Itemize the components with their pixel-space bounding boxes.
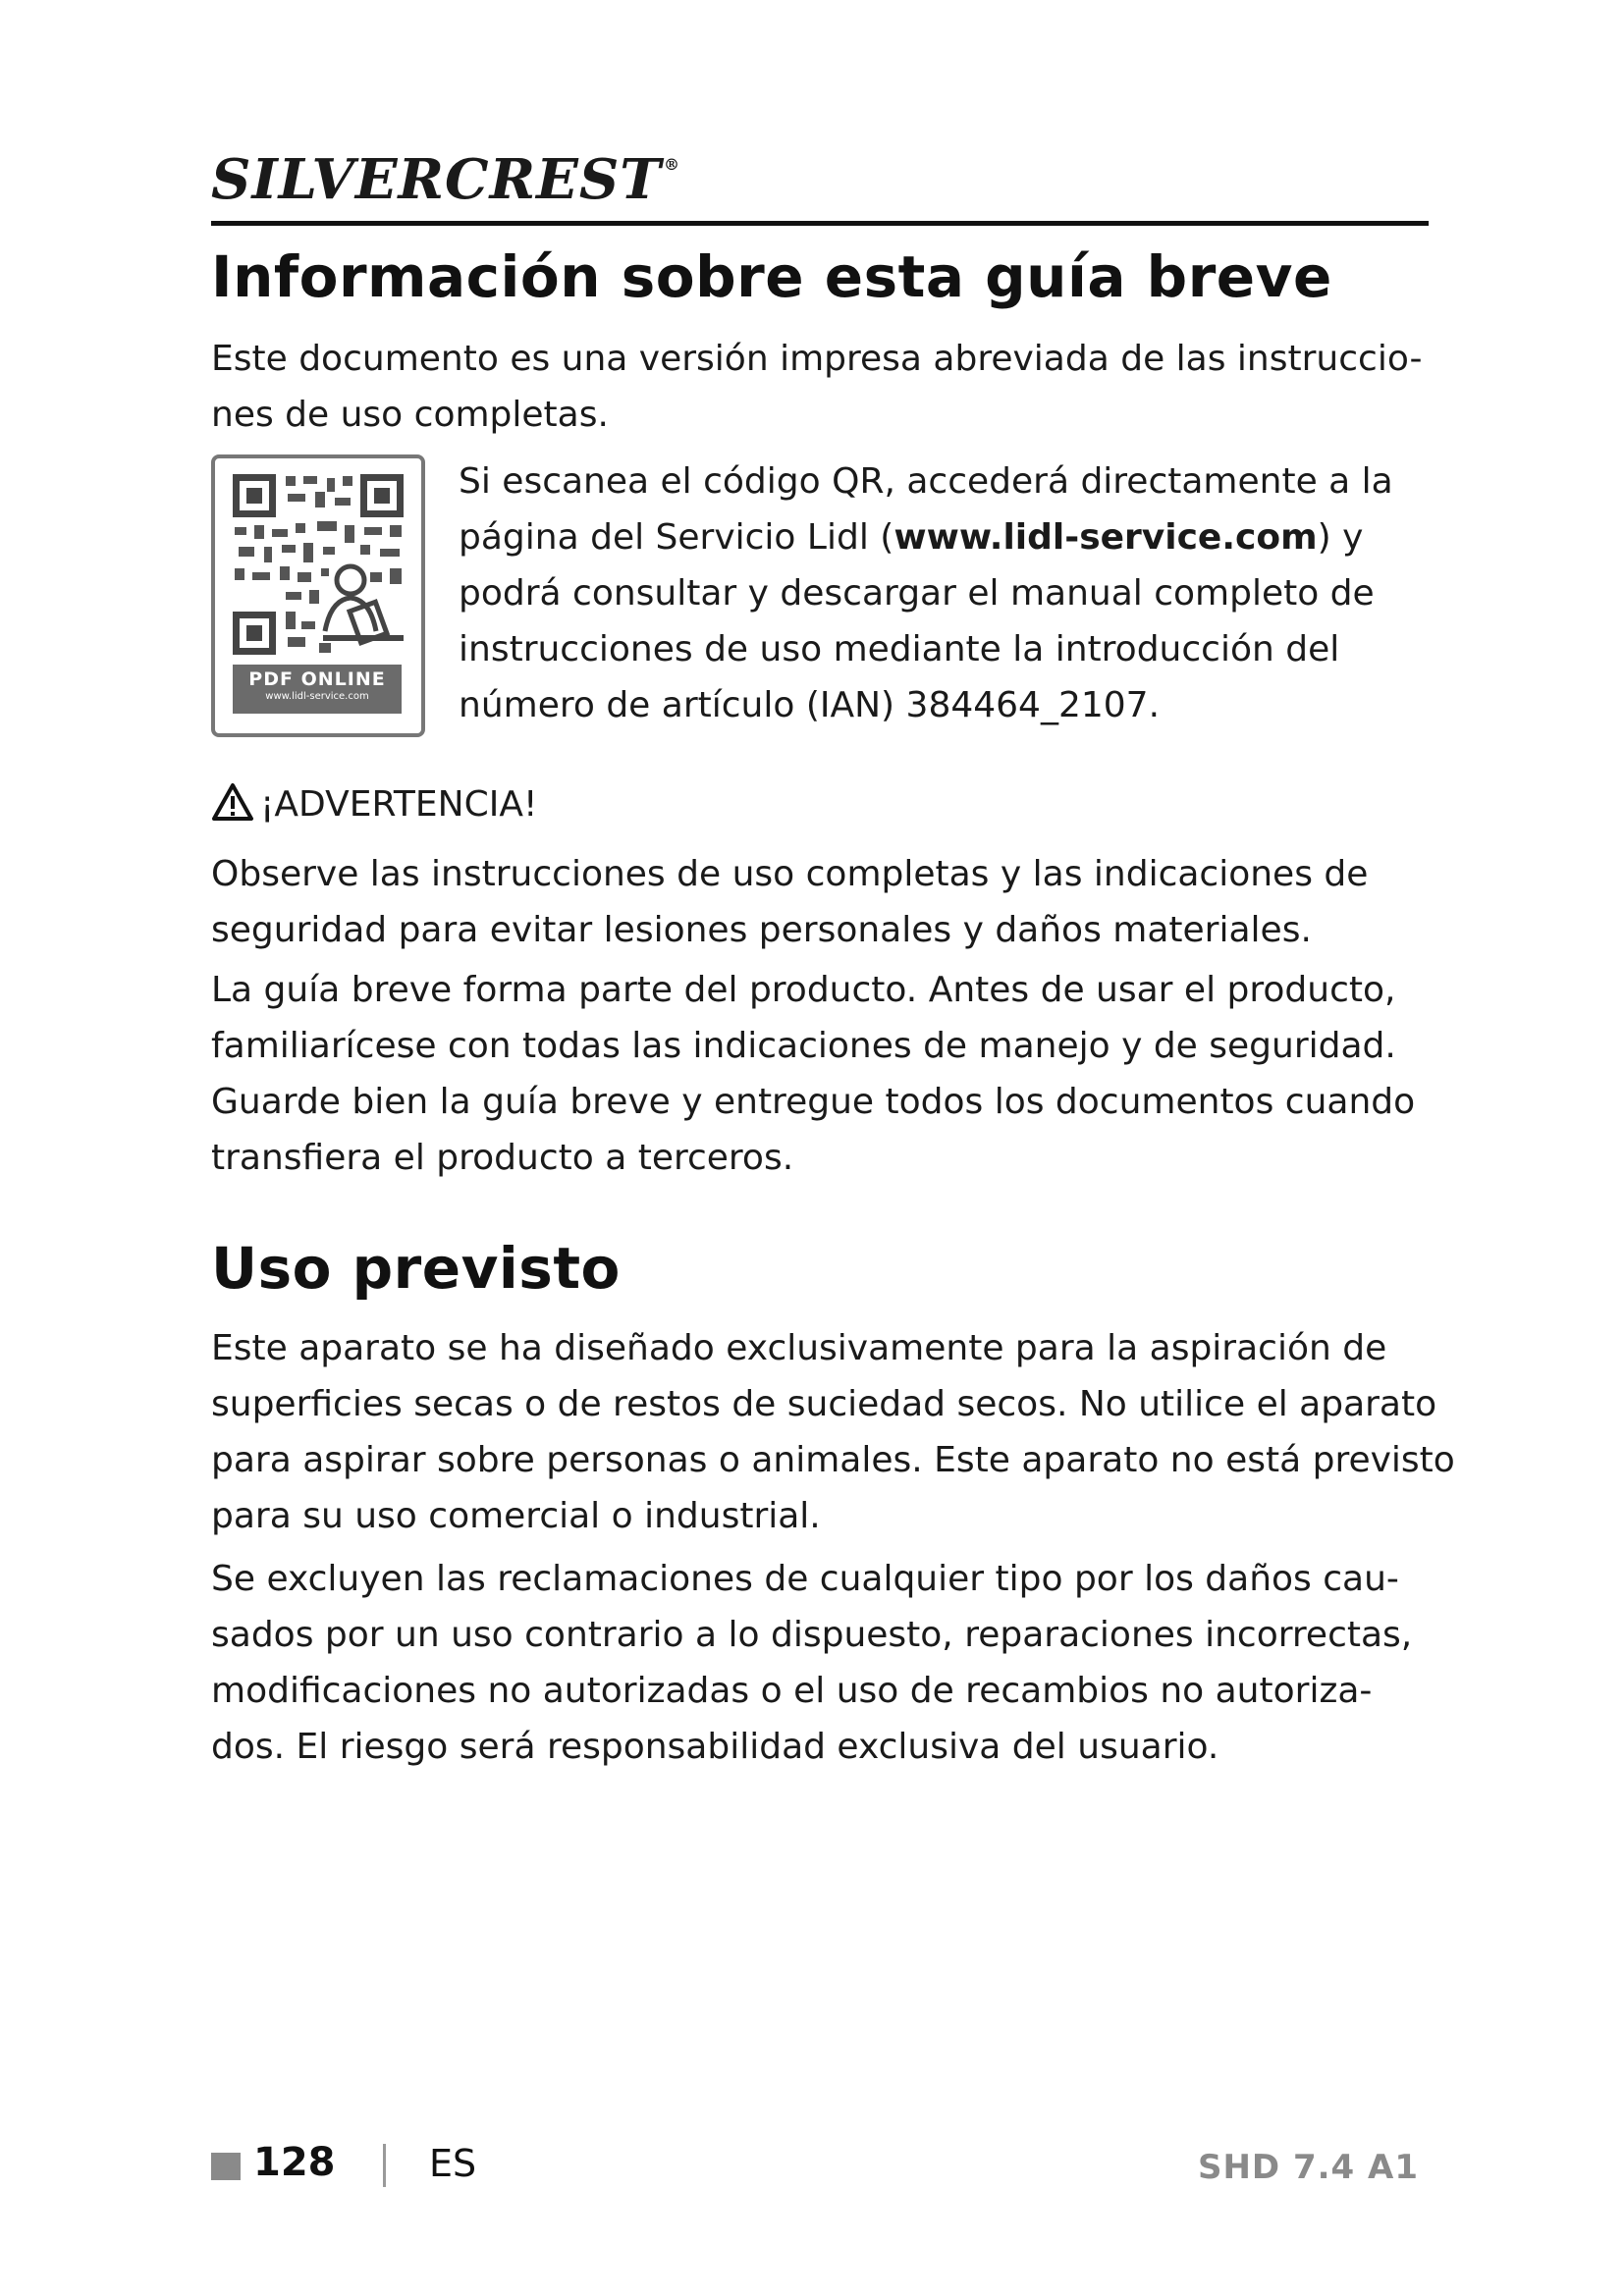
qr-code-box bbox=[211, 454, 425, 737]
warning-paragraph: Observe las instrucciones de uso completas y las indicaciones de seguridad para evitar lesiones personales y daños materiales. bbox=[211, 854, 1369, 950]
qr-instructions: Si escanea el código QR, accederá directamente a la página del Servicio Lidl (www.lidl-service.com) y podrá consultar y descargar el manual completo de instrucciones de uso mediante la introducción del número de artículo (IAN) 384464_2107. bbox=[459, 461, 1393, 725]
section-title-uso: Uso previsto bbox=[211, 1235, 621, 1302]
page-footer bbox=[211, 2140, 1429, 2199]
header-rule bbox=[211, 221, 1429, 226]
service-url: www.lidl-service.com bbox=[893, 517, 1318, 558]
model-number: SHD 7.4 A1 bbox=[1197, 2148, 1419, 2187]
language-code: ES bbox=[429, 2142, 477, 2185]
brand-logo: SILVERCREST ® bbox=[211, 147, 680, 212]
footer-divider bbox=[383, 2144, 386, 2187]
section-title-info: Información sobre esta guía breve bbox=[211, 243, 1332, 310]
page-number: 128 bbox=[253, 2140, 336, 2185]
manual-page bbox=[211, 0, 1455, 2296]
uso-paragraph-2: Se excluyen las reclamaciones de cualquier tipo por los daños cau- sados por un uso contrario a lo dispuesto, reparaciones incorrectas, modificaciones no autorizadas o el uso de recambios no autoriza- dos. El riesgo será responsabilidad exclusiva del usuario. bbox=[211, 1559, 1413, 1767]
pdf-online-badge: PDF ONLINE www.lidl-service.com bbox=[233, 665, 402, 714]
uso-paragraph-1: Este aparato se ha diseñado exclusivamente para la aspiración de superficies secas o de restos de suciedad secos. No utilice el aparato para aspirar sobre personas o animales. Este aparato no está previsto para su uso comercial o industrial. bbox=[211, 1328, 1455, 1536]
footer-square-icon bbox=[211, 2153, 241, 2180]
guide-paragraph: La guía breve forma parte del producto. Antes de usar el producto, familiarícese con todas las indicaciones de manejo y de seguridad. Guarde bien la guía breve y entregue todos los documentos cuando transfiera el producto a terceros. bbox=[211, 970, 1416, 1178]
warning-heading: ¡ADVERTENCIA! bbox=[211, 782, 537, 825]
warning-triangle-icon bbox=[211, 782, 254, 822]
qr-code-icon bbox=[233, 474, 405, 656]
intro-paragraph: Este documento es una versión impresa abreviada de las instruccio- nes de uso completas. bbox=[211, 339, 1423, 435]
